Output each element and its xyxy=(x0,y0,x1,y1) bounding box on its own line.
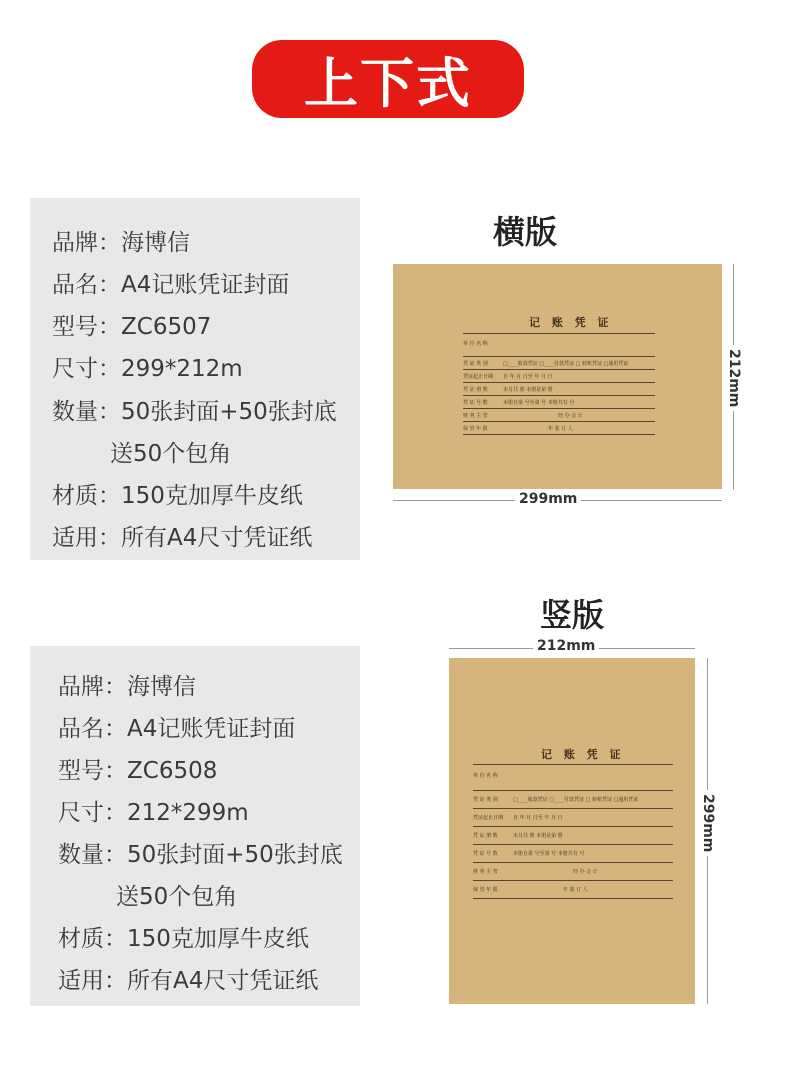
height-dimension-label: 299mm xyxy=(700,790,716,856)
spec-quantity-extra: 送50个包角 xyxy=(110,441,232,467)
form-row-detail: 年 装 订 人 xyxy=(563,887,588,893)
form-row-label: 凭 证 类 别 xyxy=(463,361,488,367)
horizontal-heading: 横版 xyxy=(493,213,558,251)
spec-usage: 适用：所有A4尺寸凭证纸 xyxy=(58,968,319,994)
vertical-heading: 竖版 xyxy=(540,596,605,634)
spec-model: 型号：ZC6508 xyxy=(58,758,218,784)
spec-material: 材质：150克加厚牛皮纸 xyxy=(58,926,309,952)
spec-panel-horizontal xyxy=(30,198,360,560)
width-dimension-label: 212mm xyxy=(533,638,599,654)
form-row-detail: 年 装 订 人 xyxy=(548,426,573,432)
form-row-detail: 本月共 册 本册是第 册 xyxy=(503,387,553,393)
form-row-label: 财 务 主 管 xyxy=(473,869,498,875)
spec-quantity: 数量：50张封面+50张封底 xyxy=(58,842,343,868)
form-row-label: 保 管 年 限 xyxy=(473,887,498,893)
vertical-cover xyxy=(449,658,695,1004)
spec-model: 型号：ZC6507 xyxy=(52,314,212,340)
voucher-form xyxy=(463,314,655,444)
form-row-label: 凭证起止日期 xyxy=(463,374,494,380)
form-row-detail: 经 办 会 计 xyxy=(573,869,598,875)
form-title: 记 账 凭 证 xyxy=(529,316,613,329)
spec-material: 材质：150克加厚牛皮纸 xyxy=(52,483,303,509)
form-row-label: 凭 证 册 数 xyxy=(473,833,498,839)
voucher-form xyxy=(473,746,673,906)
height-dimension-label: 212mm xyxy=(726,345,742,411)
form-row-label: 凭 证 号 数 xyxy=(473,851,498,857)
spec-name: 品名：A4记账凭证封面 xyxy=(52,272,290,298)
spec-brand: 品牌：海博信 xyxy=(52,230,190,256)
spec-quantity-extra: 送50个包角 xyxy=(116,884,238,910)
form-row-label: 单 位 名 称 xyxy=(473,773,498,779)
form-row-detail: 自 年 月 日至 年 月 日 xyxy=(503,374,553,380)
form-row-label: 凭证起止日期 xyxy=(473,815,504,821)
spec-panel-vertical xyxy=(30,646,360,1006)
form-row-label: 单 位 名 称 xyxy=(463,341,488,347)
form-row-detail: □____收款凭证 □____付款凭证 □ 转账凭证 □通用凭证 xyxy=(513,797,639,803)
form-row-label: 凭 证 册 数 xyxy=(463,387,488,393)
form-title: 记 账 凭 证 xyxy=(541,748,625,761)
form-row-label: 财 务 主 管 xyxy=(463,413,488,419)
form-row-detail: □____收款凭证 □____付款凭证 □ 转账凭证 □通用凭证 xyxy=(503,361,629,367)
form-row-label: 保 管 年 限 xyxy=(463,426,488,432)
form-row-label: 凭 证 类 别 xyxy=(473,797,498,803)
form-row-detail: 本册自第 号至第 号 本册共有 号 xyxy=(513,851,585,857)
form-row-detail: 本册自第 号至第 号 本册共有 号 xyxy=(503,400,575,406)
spec-size: 尺寸：299*212m xyxy=(52,356,243,382)
form-row-detail: 本月共 册 本册是第 册 xyxy=(513,833,563,839)
form-row-detail: 自 年 月 日至 年 月 日 xyxy=(513,815,563,821)
form-row-label: 凭 证 号 数 xyxy=(463,400,488,406)
style-banner: 上下式 xyxy=(252,40,524,118)
spec-brand: 品牌：海博信 xyxy=(58,674,196,700)
spec-usage: 适用：所有A4尺寸凭证纸 xyxy=(52,525,313,551)
spec-name: 品名：A4记账凭证封面 xyxy=(58,716,296,742)
spec-size: 尺寸：212*299m xyxy=(58,800,249,826)
form-row-detail: 经 办 会 计 xyxy=(558,413,583,419)
horizontal-cover xyxy=(393,264,722,489)
width-dimension-label: 299mm xyxy=(515,491,581,507)
spec-quantity: 数量：50张封面+50张封底 xyxy=(52,399,337,425)
